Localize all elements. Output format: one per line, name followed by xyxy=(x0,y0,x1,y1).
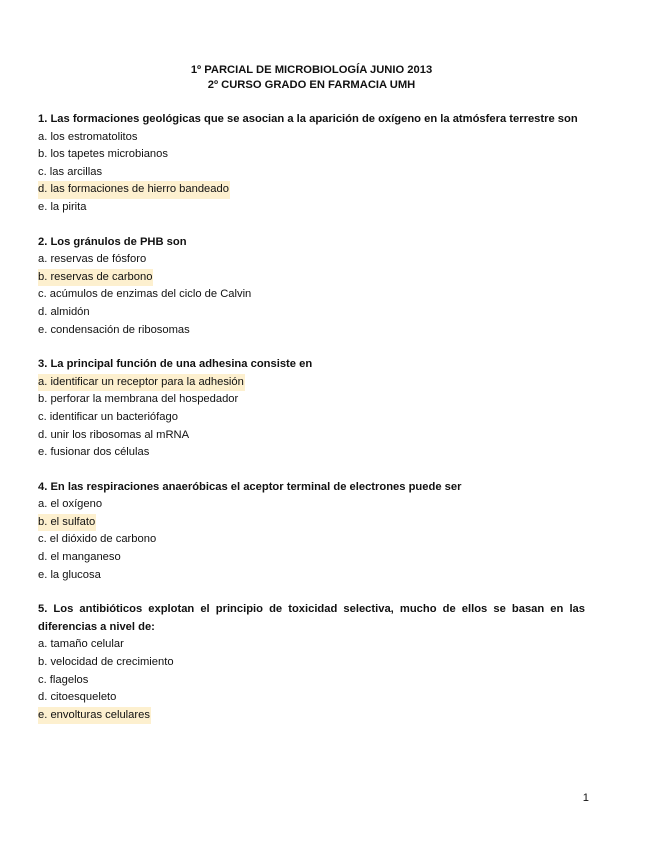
page-number: 1 xyxy=(582,792,589,804)
answer-option xyxy=(38,689,585,707)
question-5 xyxy=(38,601,585,724)
answer-option-text: a. tamaño celular xyxy=(38,638,124,651)
answer-option xyxy=(38,251,585,269)
answer-option xyxy=(38,636,585,654)
answer-option-text: b. velocidad de crecimiento xyxy=(38,656,174,669)
answer-option-text: c. las arcillas xyxy=(38,165,103,178)
answer-option xyxy=(38,146,585,164)
question-text: 4. En las respiraciones anaeróbicas el aceptor terminal de electrones puede ser xyxy=(38,480,462,493)
answer-option xyxy=(38,409,585,427)
answer-option-text: e. fusionar dos células xyxy=(38,446,150,459)
question-3 xyxy=(38,356,585,462)
answer-option xyxy=(38,672,585,690)
answer-option-text: c. el dióxido de carbono xyxy=(38,533,157,546)
question-list xyxy=(38,111,585,741)
answer-option xyxy=(38,427,585,445)
document-title: 1º PARCIAL DE MICROBIOLOGÍA JUNIO 2013 xyxy=(190,64,433,76)
answer-option-text: d. las formaciones de hierro bandeado xyxy=(38,181,230,199)
answer-option-text: c. flagelos xyxy=(38,673,89,686)
question-text: 1. Las formaciones geológicas que se asocian a la aparición de oxígeno en la atmósfera terrestre son xyxy=(38,113,578,125)
answer-option-text: e. la pirita xyxy=(38,200,87,213)
document-header xyxy=(0,63,623,93)
answer-option-text: b. perforar la membrana del hospedador xyxy=(38,393,239,406)
answer-option xyxy=(38,181,585,199)
answer-option-text: c. identificar un bacteriófago xyxy=(38,410,178,423)
answer-option-text: a. reservas de fósforo xyxy=(38,253,147,266)
answer-option xyxy=(38,567,585,585)
answer-option-text: a. identificar un receptor para la adhesión xyxy=(38,374,245,392)
answer-option-text: b. los tapetes microbianos xyxy=(38,148,168,161)
answer-option-text: d. el manganeso xyxy=(38,551,121,564)
question-text: 5. Los antibióticos explotan el principio de toxicidad selectiva, mucho de ellos se basan en las diferencias a nivel de: xyxy=(38,603,585,633)
answer-option xyxy=(38,129,585,147)
answer-option-text: b. reservas de carbono xyxy=(38,269,153,287)
answer-option-text: a. el oxígeno xyxy=(38,498,103,511)
answer-option-text: d. unir los ribosomas al mRNA xyxy=(38,428,190,441)
answer-option xyxy=(38,164,585,182)
question-1 xyxy=(38,111,585,217)
answer-option-text: e. la glucosa xyxy=(38,568,101,581)
question-text: 3. La principal función de una adhesina consiste en xyxy=(38,358,313,371)
answer-option-text: d. almidón xyxy=(38,305,90,318)
answer-option xyxy=(38,496,585,514)
answer-option-text: b. el sulfato xyxy=(38,514,96,532)
answer-option xyxy=(38,444,585,462)
document-subtitle: 2º CURSO GRADO EN FARMACIA UMH xyxy=(207,79,416,91)
question-4 xyxy=(38,479,585,585)
answer-option xyxy=(38,391,585,409)
answer-option xyxy=(38,531,585,549)
answer-option xyxy=(38,304,585,322)
answer-option-text: a. los estromatolitos xyxy=(38,130,138,143)
answer-option-text: e. condensación de ribosomas xyxy=(38,323,190,336)
answer-option-text: d. citoesqueleto xyxy=(38,691,117,704)
answer-option xyxy=(38,707,585,725)
answer-option xyxy=(38,374,585,392)
question-2 xyxy=(38,234,585,340)
answer-option-text: e. envolturas celulares xyxy=(38,707,151,725)
question-text: 2. Los gránulos de PHB son xyxy=(38,235,187,248)
answer-option xyxy=(38,199,585,217)
answer-option xyxy=(38,514,585,532)
answer-option xyxy=(38,322,585,340)
answer-option xyxy=(38,269,585,287)
answer-option xyxy=(38,654,585,672)
answer-option xyxy=(38,549,585,567)
answer-option xyxy=(38,286,585,304)
answer-option-text: c. acúmulos de enzimas del ciclo de Calvin xyxy=(38,288,252,301)
